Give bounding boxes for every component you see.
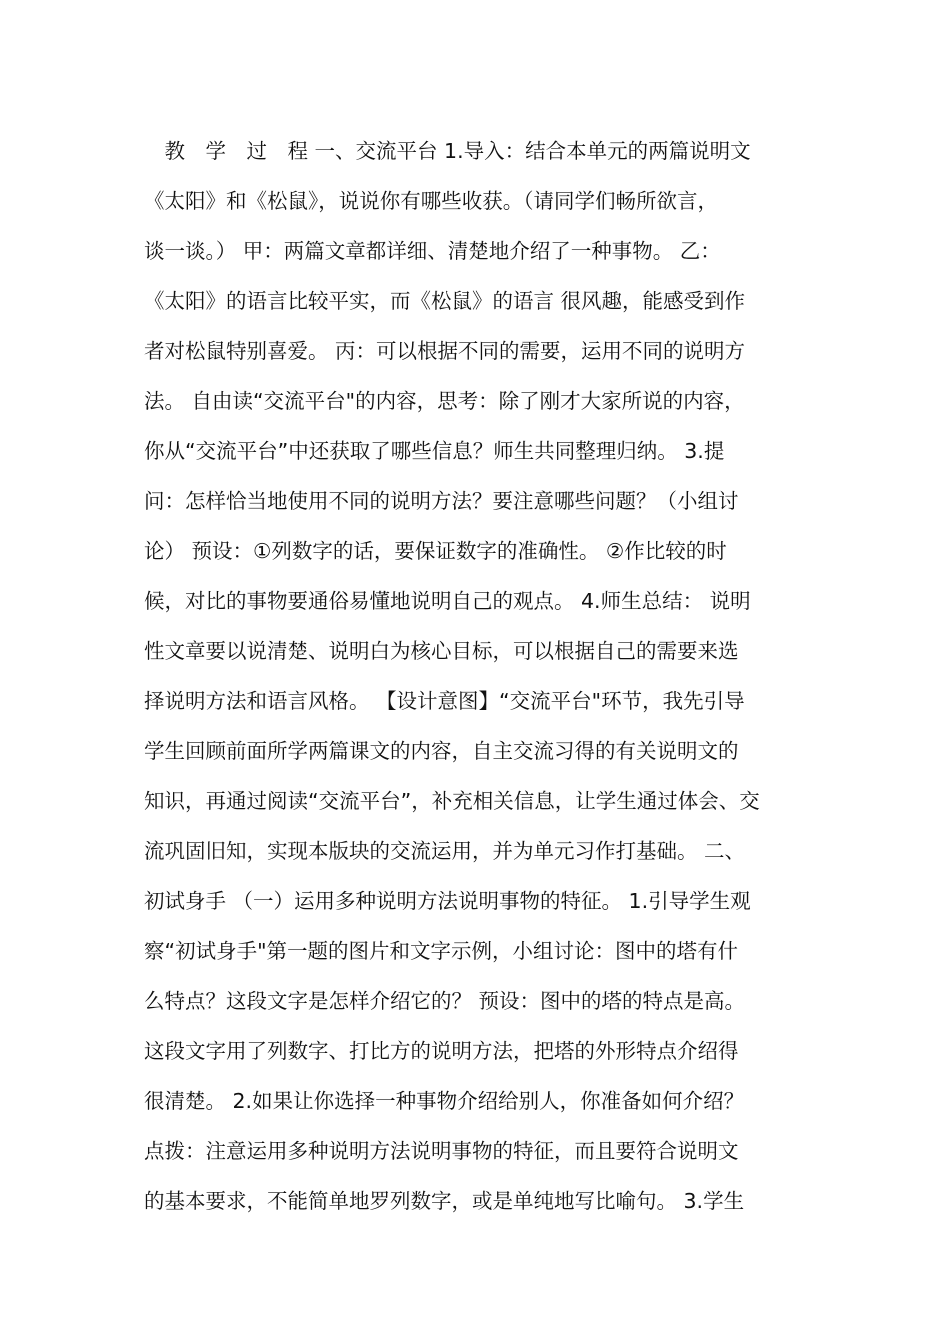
text-line: 初试身手 （一）运用多种说明方法说明事物的特征。 1.引导学生观 xyxy=(144,889,751,913)
text-line: 教 学 过 程 一、交流平台 1.导入：结合本单元的两篇说明文 xyxy=(144,139,751,163)
text-line: 很清楚。 2.如果让你选择一种事物介绍给别人，你准备如何介绍？ xyxy=(144,1089,745,1113)
text-line: 你从“交流平台”中还获取了哪些信息？师生共同整理归纳。 3.提 xyxy=(144,439,725,463)
text-line: 么特点？这段文字是怎样介绍它的？ 预设：图中的塔的特点是高。 xyxy=(144,989,746,1013)
text-line: 《太阳》和《松鼠》，说说你有哪些收获。（请同学们畅所欲言， xyxy=(144,189,718,213)
text-line: 者对松鼠特别喜爱。 丙：可以根据不同的需要，运用不同的说明方 xyxy=(144,339,746,363)
text-line: 《太阳》的语言比较平实，而《松鼠》的语言 很风趣，能感受到作 xyxy=(144,289,746,313)
body-text xyxy=(144,126,808,1226)
text-line: 论） 预设：①列数字的话，要保证数字的准确性。 ②作比较的时 xyxy=(144,539,727,563)
text-line: 知识，再通过阅读“交流平台”，补充相关信息，让学生通过体会、交 xyxy=(144,789,760,813)
text-line: 谈一谈。） 甲：两篇文章都详细、清楚地介绍了一种事物。 乙： xyxy=(144,239,721,263)
text-line: 择说明方法和语言风格。 【设计意图】“交流平台"环节，我先引导 xyxy=(144,689,745,713)
text-line: 点拨：注意运用多种说明方法说明事物的特征，而且要符合说明文 xyxy=(144,1139,739,1163)
text-line: 流巩固旧知，实现本版块的交流运用，并为单元习作打基础。 二、 xyxy=(144,839,746,863)
text-line: 学生回顾前面所学两篇课文的内容，自主交流习得的有关说明文的 xyxy=(144,739,739,763)
text-line: 性文章要以说清楚、说明白为核心目标，可以根据自己的需要来选 xyxy=(144,639,739,663)
text-line: 问：怎样恰当地使用不同的说明方法？要注意哪些问题？（小组讨 xyxy=(144,489,739,513)
text-line: 法。 自由读“交流平台"的内容，思考：除了刚才大家所说的内容， xyxy=(144,389,745,413)
text-line: 察“初试身手"第一题的图片和文字示例，小组讨论：图中的塔有什 xyxy=(144,939,739,963)
text-line: 的基本要求，不能简单地罗列数字，或是单纯地写比喻句。 3.学生 xyxy=(144,1189,745,1213)
text-line: 这段文字用了列数字、打比方的说明方法，把塔的外形特点介绍得 xyxy=(144,1039,739,1063)
text-line: 候，对比的事物要通俗易懂地说明自己的观点。 4.师生总结： 说明 xyxy=(144,589,751,613)
